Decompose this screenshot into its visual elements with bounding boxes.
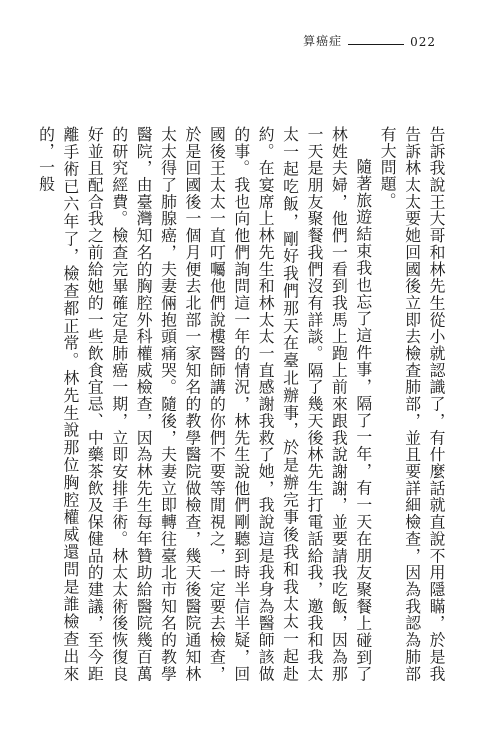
- vertical-body-text: [36, 126, 448, 682]
- running-header: [303, 31, 436, 49]
- running-header-title: 算癌症: [303, 34, 343, 48]
- paragraph-continued: 告訴我說王大哥和林先生從小就認識了，有什麼話就直說不用隱瞞，於是我告訴林太太要她回國後立即去檢查肺部，並且要詳細檢查，因為我認為肺部有大問題。: [378, 126, 446, 682]
- page-number: 022: [410, 35, 436, 49]
- paragraph-trip-end: 隨著旅遊結束我也忘了這件事，隔了一年，有一天在朋友聚餐上碰到了林姓夫婦，他們一看到我馬上跑上前來跟我說謝謝，並要請我吃飯，因為那一天是朋友聚餐我們沒有詳談。隔了幾天後林先生打電話給我，邀我和我太太一起吃飯，剛好我們那天在臺北辦事，於是辦完事後我和我太太一起赴約。在宴席上林先生和林太太一直感謝我救了她，我說這是我身為醫師該做的事。我也向他們詢問這一年的情況，林先生說他們剛聽到時半信半疑，回國後王太太一直叮囑他們說樓醫師講的你們不要等閒視之，一定要去檢查，於是回國後一個月便去北部一家知名的教學醫院做檢查，幾天後醫院通知林太太得了肺腺癌，夫妻倆抱頭痛哭。隨後，夫妻立即轉往臺北市知名的教學醫院，由臺灣知名的胸腔外科權威檢查，因為林先生每年贊助給醫院幾百萬的研究經費。檢查完畢確定是肺癌一期，立即安排手術。林太太術後恢復良好並且配合我之前給她的一些飲食宜忌、中藥茶飲及保健品的建議，至今距離手術已六年了，檢查都正常。林先生說那位胸腔權威還問是誰檢查出來的，一般: [36, 126, 373, 682]
- header-rule: [348, 44, 404, 45]
